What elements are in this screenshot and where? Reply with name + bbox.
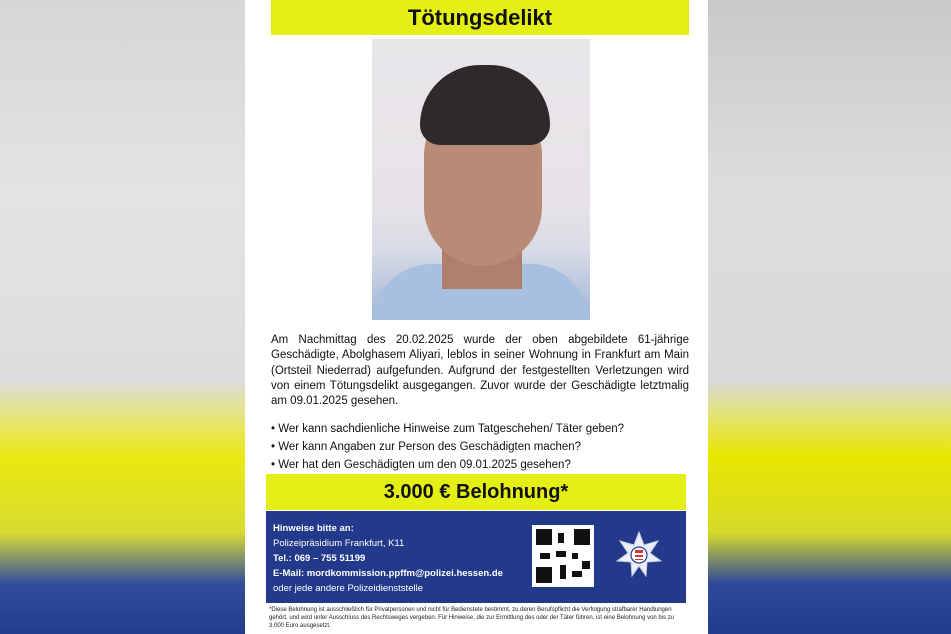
background-overlay bbox=[0, 0, 245, 634]
question-item: • Wer kann Angaben zur Person des Geschädigten machen? bbox=[271, 441, 582, 453]
reward-footnote: *Diese Belohnung ist ausschließlich für Privatpersonen und nicht für Bedienstete bestimmt, zu deren Berufspflicht die Verfolgung strafbarer Handlungen gehört, und wird unter Ausschluss des Rechtsweges vergeben. Für Hinweise, die zur Ermittlung des oder der Täter führen, ist eine Belohnung von bis zu 3.000 Euro ausgesetzt. bbox=[269, 607, 675, 629]
reward-text: 3.000 € Belohnung* bbox=[383, 480, 569, 503]
contact-other: oder jede andere Polizeidienststelle bbox=[273, 583, 423, 594]
question-list bbox=[271, 422, 689, 476]
victim-photo bbox=[372, 39, 590, 320]
contact-agency: Polizeipräsidium Frankfurt, K11 bbox=[273, 538, 405, 549]
contact-heading: Hinweise bitte an: bbox=[273, 523, 354, 534]
reward-banner bbox=[266, 474, 686, 510]
photo-hair bbox=[420, 65, 550, 145]
question-item: • Wer kann sachdienliche Hinweise zum Tatgeschehen/ Täter geben? bbox=[271, 423, 625, 435]
qr-code-icon bbox=[532, 525, 594, 587]
contact-email: E-Mail: mordkommission.ppffm@polizei.hessen.de bbox=[273, 568, 503, 579]
question-item: • Wer hat den Geschädigten um den 09.01.2025 gesehen? bbox=[271, 459, 571, 471]
poster-title: Tötungsdelikt bbox=[407, 4, 553, 30]
contact-phone: Tel.: 069 – 755 51199 bbox=[273, 553, 366, 564]
contact-box bbox=[266, 511, 686, 603]
description-paragraph: Am Nachmittag des 20.02.2025 wurde der oben abgebildete 61-jährige Geschädigte, Abolghasem Aliyari, leblos in seiner Wohnung in Frankfurt am Main (Ortsteil Niederrad) aufgefunden. Aufgrund der festgestellten Verletzungen wird von einem Tötungsdelikt ausgegangen. Zuvor wurde der Geschädigte letztmalig am 09.01.2025 gesehen. bbox=[271, 334, 689, 408]
police-star-icon bbox=[616, 531, 662, 577]
contact-lines bbox=[273, 521, 503, 596]
title-banner bbox=[271, 0, 689, 35]
wanted-poster bbox=[245, 0, 708, 634]
